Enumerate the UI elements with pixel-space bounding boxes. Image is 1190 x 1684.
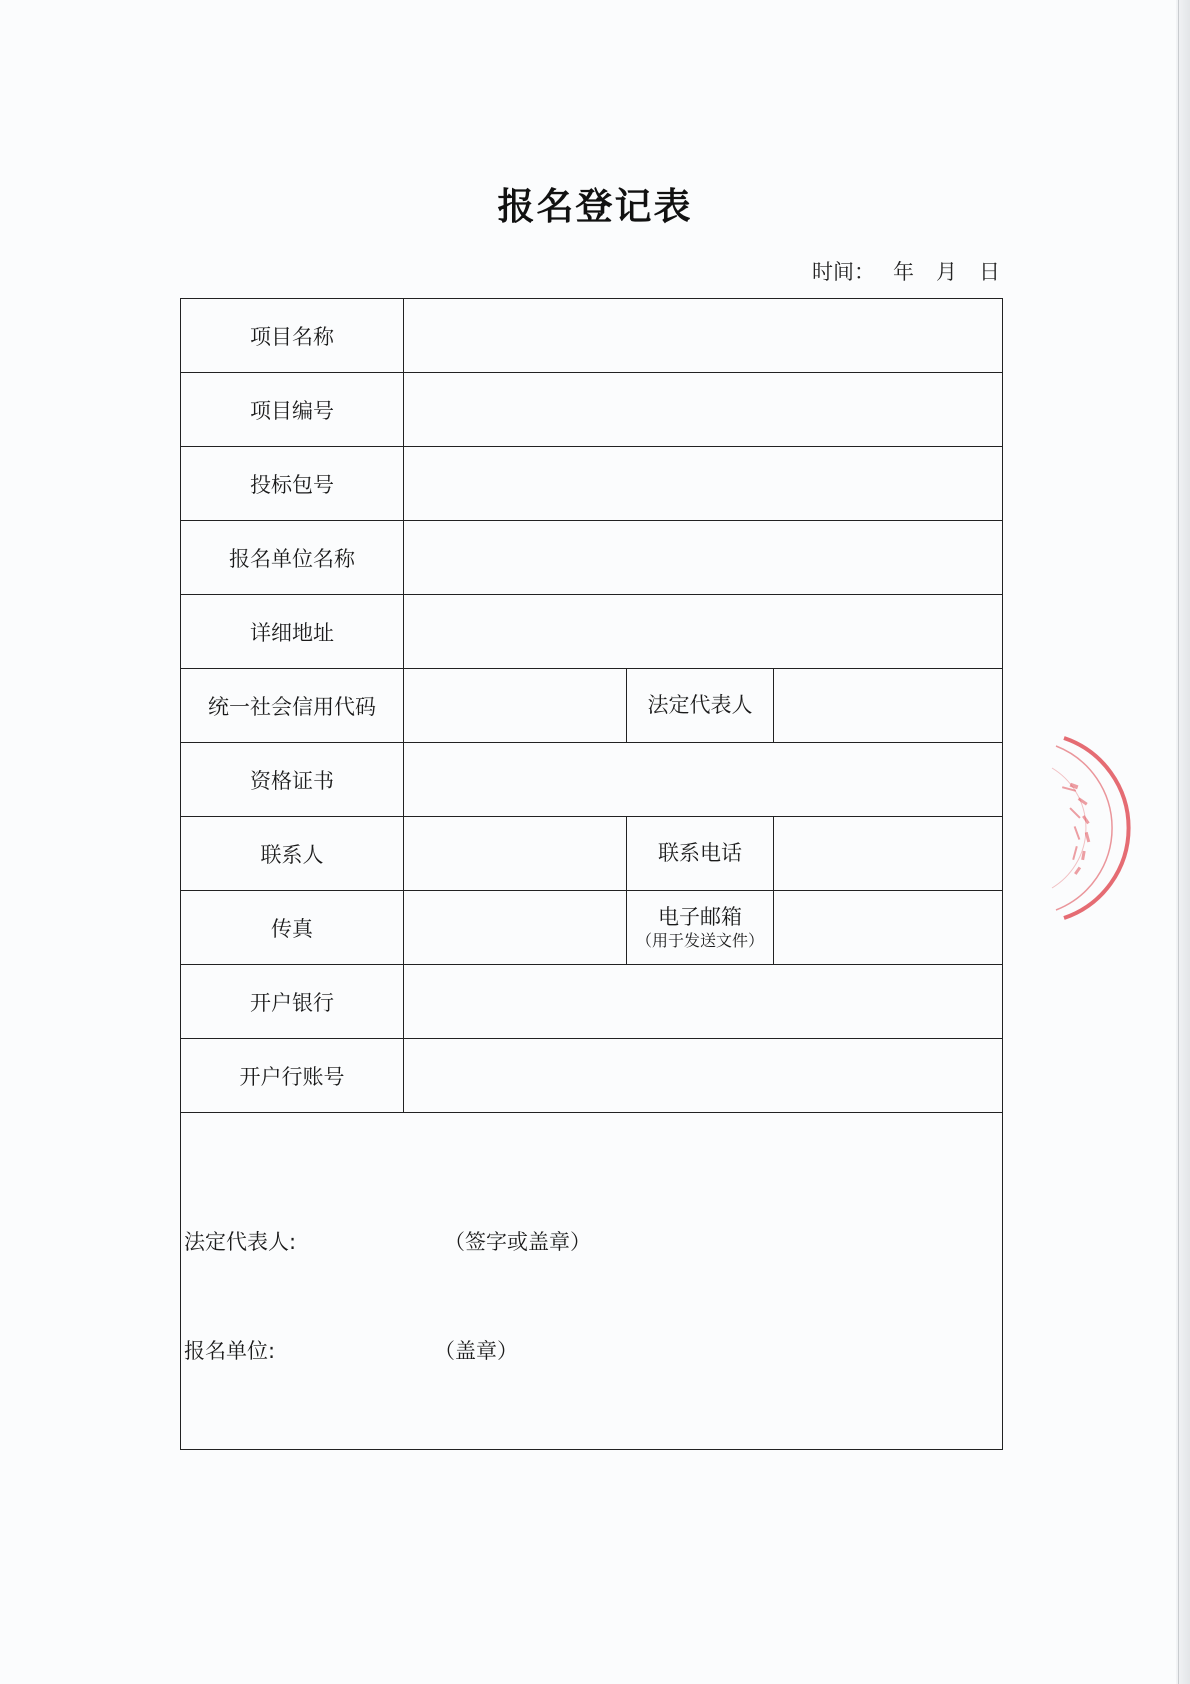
row-signature bbox=[181, 1113, 1003, 1450]
row-account bbox=[181, 1039, 1003, 1113]
row-bid-package bbox=[181, 447, 1003, 521]
row-address bbox=[181, 595, 1003, 669]
row-project-number bbox=[181, 373, 1003, 447]
project-name-label: 项目名称 bbox=[181, 299, 404, 373]
red-seal-stamp bbox=[1034, 728, 1184, 928]
account-label: 开户行账号 bbox=[181, 1039, 404, 1113]
email-field[interactable] bbox=[774, 891, 1003, 965]
date-label: 时间： bbox=[812, 260, 875, 284]
credit-code-label: 统一社会信用代码 bbox=[181, 669, 404, 743]
address-field[interactable] bbox=[404, 595, 1003, 669]
row-credit-code bbox=[181, 669, 1003, 743]
fax-field[interactable] bbox=[404, 891, 627, 965]
unit-seal-line bbox=[184, 1335, 518, 1365]
date-line bbox=[812, 256, 1000, 286]
signature-area[interactable] bbox=[181, 1113, 1003, 1450]
date-day: 日 bbox=[979, 260, 1000, 284]
form-title: 报名登记表 bbox=[497, 185, 693, 228]
email-note: （用于发送文件） bbox=[635, 930, 764, 950]
unit-seal-label: 报名单位: bbox=[184, 1339, 276, 1363]
project-name-field[interactable] bbox=[404, 299, 1003, 373]
company-name-field[interactable] bbox=[404, 521, 1003, 595]
email-label-cell bbox=[627, 891, 774, 965]
legal-rep-signature-line bbox=[184, 1226, 591, 1256]
bid-package-label: 投标包号 bbox=[181, 447, 404, 521]
legal-rep-field[interactable] bbox=[774, 669, 1003, 743]
registration-form-table bbox=[180, 298, 1003, 1450]
address-label: 详细地址 bbox=[181, 595, 404, 669]
fax-label: 传真 bbox=[181, 891, 404, 965]
row-project-name bbox=[181, 299, 1003, 373]
row-fax bbox=[181, 891, 1003, 965]
account-field[interactable] bbox=[404, 1039, 1003, 1113]
row-contact bbox=[181, 817, 1003, 891]
company-name-label: 报名单位名称 bbox=[181, 521, 404, 595]
credit-code-field[interactable] bbox=[404, 669, 627, 743]
qualification-field[interactable] bbox=[404, 743, 1003, 817]
row-qualification bbox=[181, 743, 1003, 817]
bank-label: 开户银行 bbox=[181, 965, 404, 1039]
date-year: 年 bbox=[893, 260, 914, 284]
qualification-label: 资格证书 bbox=[181, 743, 404, 817]
contact-field[interactable] bbox=[404, 817, 627, 891]
email-label: 电子邮箱 bbox=[658, 905, 742, 930]
legal-rep-label: 法定代表人 bbox=[627, 669, 774, 743]
date-month: 月 bbox=[936, 260, 957, 284]
phone-label: 联系电话 bbox=[627, 817, 774, 891]
contact-label: 联系人 bbox=[181, 817, 404, 891]
legal-rep-signature-note: （签字或盖章） bbox=[444, 1230, 591, 1254]
bank-field[interactable] bbox=[404, 965, 1003, 1039]
project-number-field[interactable] bbox=[404, 373, 1003, 447]
phone-field[interactable] bbox=[774, 817, 1003, 891]
row-company-name bbox=[181, 521, 1003, 595]
row-bank bbox=[181, 965, 1003, 1039]
project-number-label: 项目编号 bbox=[181, 373, 404, 447]
bid-package-field[interactable] bbox=[404, 447, 1003, 521]
legal-rep-signature-label: 法定代表人: bbox=[184, 1230, 297, 1254]
unit-seal-note: （盖章） bbox=[434, 1339, 518, 1363]
